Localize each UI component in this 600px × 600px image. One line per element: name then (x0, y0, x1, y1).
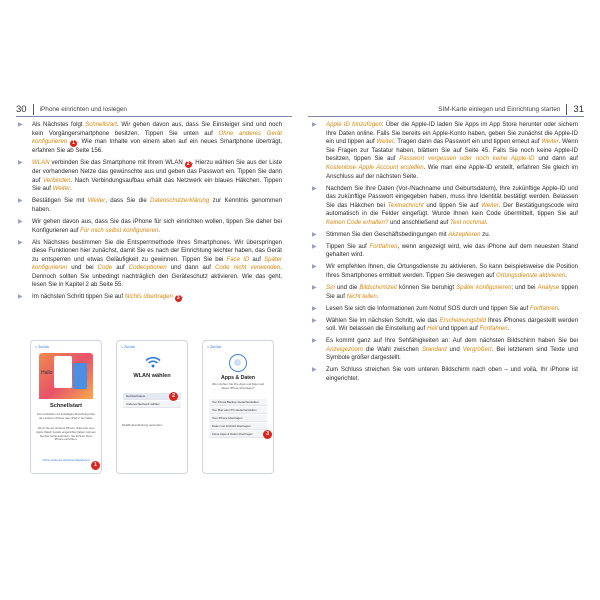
list-item (18, 121, 282, 156)
list-item (18, 293, 282, 302)
ui-term-highlight: Weiter (481, 201, 499, 209)
ui-term-highlight: Ortungsdienste aktivieren (496, 272, 566, 280)
ui-term-highlight: Später konfigurieren (32, 255, 283, 272)
ui-term-highlight: Nichts übertragen (124, 293, 173, 301)
ui-term-highlight: Keinen Code erhalten? (326, 218, 389, 226)
triangle-bullet-icon: ▶ (18, 239, 23, 246)
triangle-bullet-icon: ▶ (312, 285, 317, 292)
ui-term-highlight: Datenschutzerklärung (150, 197, 210, 205)
ui-term-highlight: Code nicht verwenden (215, 264, 281, 272)
screenshot-apps-data (202, 340, 274, 474)
list-item (18, 218, 282, 235)
list-item (312, 284, 578, 301)
ui-term-highlight: Kostenlose Apple Account erstellen (326, 163, 424, 171)
ui-term-highlight: Erscheinungsbild (439, 316, 486, 324)
list-item (312, 263, 578, 280)
ui-term-highlight: Bildschirmzeit (359, 284, 397, 292)
list-item (312, 185, 578, 228)
header-separator (33, 104, 34, 115)
ui-term-highlight: Anzeigezoom (326, 345, 363, 353)
callout-badge-2: 2 (169, 392, 178, 401)
ui-term-highlight: Codeoptionen (128, 264, 167, 272)
transfer-android-row[interactable]: Daten von Android übertragen (209, 423, 267, 430)
list-item-text: Zum Schluss streichen Sie vom unteren Bildschirm nach oben – und voilà, Ihr iPhone ist eingerichtet. (326, 366, 578, 382)
list-item-text: WLAN verbinden Sie das Smartphone mit Ihrem WLAN 2 . Hierzu wählen Sie aus der Liste der vorhandenen Netze das gewünschte aus und geben das Passwort ein. Tippen Sie dann auf Verbinden. Nach Verbindungsaufbau erhält das Netzwerk ein blaues Häkchen. Tippen Sie auf Weiter. (32, 159, 282, 193)
right-page-header (308, 101, 584, 117)
list-item-text: Im nächsten Schritt tippen Sie auf Nichts übertragen 3 . (32, 293, 184, 302)
transfer-nothing-row[interactable]: Keine Apps & Daten übertragen (209, 431, 267, 438)
list-item-text: Lesen Sie sich die Informationen zum Notruf SOS durch und tippen Sie auf Fortfahren. (326, 304, 560, 312)
ui-term-highlight: Hell (426, 325, 438, 333)
list-item (312, 305, 578, 314)
ui-term-highlight: Code (97, 264, 113, 272)
triangle-bullet-icon: ▶ (312, 243, 317, 250)
ui-term-highlight: Schnellstart (85, 121, 117, 128)
triangle-bullet-icon: ▶ (18, 294, 23, 301)
triangle-bullet-icon: ▶ (312, 122, 317, 128)
left-body-list (18, 121, 282, 306)
callout-number-badge: 3 (175, 295, 182, 302)
ui-term-highlight: Fortfahren (529, 304, 559, 312)
ui-term-highlight: Passwort vergessen oder noch keine Apple-ID (399, 155, 535, 163)
back-link[interactable]: < Zurück (207, 345, 222, 349)
header-separator (566, 104, 567, 115)
apps-data-title: Apps & Daten (220, 375, 255, 381)
right-page (300, 0, 600, 600)
ui-term-highlight: Textnachricht (387, 201, 424, 209)
callout-badge-1: 1 (91, 461, 100, 470)
ui-term-highlight: Fortfahren (369, 242, 398, 250)
list-item (312, 243, 578, 260)
ui-term-highlight: Für mich selbst konfigurieren (80, 226, 159, 234)
right-page-number: 31 (573, 103, 584, 115)
list-item (312, 231, 578, 240)
list-item-text: Als Nächstes folgt Schnellstart. Wir gehen davon aus, dass Sie Einsteiger sind und noch kein Vorgängersmartphone besitzen. Tippen Sie unten auf Ohne anderes Gerät konfigurieren 1 . Wie man Inhalte von einem alten auf ein neues Smartphone überträgt, erfahren Sie ab Seite 156. (32, 121, 282, 155)
ui-term-highlight: Fortfahren (479, 325, 508, 333)
list-item-text: Nachdem Sie Ihre Daten (Vor-/Nachname und Geburtsdatum), Ihre zukünftige Apple-ID und das zukünftige Passwort eingegeben haben, muss Ihre Identität bestätigt werden. Belassen Sie das Häkchen bei Textnachricht und tippen Sie auf Weiter. Der Bestätigungscode wird automatisch in die Felder eingefügt. Wurde Ihnen kein Code übermittelt, tippen Sie auf Keinen Code erhalten? und anschließend auf Text nochmal. (326, 184, 578, 226)
ui-term-highlight: Vergrößert (462, 345, 492, 353)
apps-data-icon (229, 354, 247, 372)
ui-term-highlight: Siri (326, 284, 335, 292)
list-item-text: Wir empfehlen Ihnen, die Ortungsdienste zu aktivieren. So kann beispielsweise die Position Ihres Smartphones ermittelt werden. Tippen Sie deswegen auf Ortungsdienste aktivieren. (326, 263, 578, 280)
wlan-title: WLAN wählen (133, 373, 171, 379)
ui-term-highlight: Weiter (541, 138, 559, 146)
list-item (312, 337, 578, 363)
callout-badge-3: 3 (263, 430, 272, 439)
back-link[interactable]: < Zurück (121, 345, 136, 349)
apps-data-desc: Wie möchten Sie Ihre Apps und Daten auf dieses iPhone übertragen? (211, 382, 265, 390)
ui-term-highlight: Verbinden (42, 176, 71, 184)
quick-start-desc: Zum Aufstellen mit bestätigter Einrichtung über den anderen iPhone oder iPad in der Nähe. (37, 412, 95, 420)
list-item-text: Bestätigen Sie mit Weiter, dass Sie die Datenschutzerklärung zur Kenntnis genommen haben. (32, 197, 282, 213)
triangle-bullet-icon: ▶ (312, 264, 317, 271)
restore-icloud-row[interactable]: Von iCloud-Backup wiederherstellen (209, 399, 267, 406)
ui-term-highlight: Standard (421, 345, 447, 353)
transfer-iphone-row[interactable]: Vom iPhone übertragen (209, 415, 267, 422)
use-mobile-data-option[interactable]: Mobilfunkverbindung verwenden (122, 423, 163, 427)
wifi-icon (145, 356, 161, 368)
ui-term-highlight: Apple ID hinzufügen (326, 121, 382, 128)
wlan-network-row[interactable]: Netzwerkname (123, 393, 181, 400)
triangle-bullet-icon: ▶ (18, 198, 23, 205)
list-item-text: Tippen Sie auf Fortfahren, wenn angezeigt wird, wie das iPhone auf dem neuesten Stand gehalten wird. (326, 242, 578, 259)
ui-term-highlight: Später konfigurieren (456, 284, 512, 292)
right-header-rule (308, 116, 584, 117)
list-item-text: Siri und die Bildschirmzeit können Sie beruhigt Später konfigurieren; und bei Analyse tippen Sie auf Nicht teilen. (326, 284, 578, 300)
phone-graphic (54, 356, 72, 388)
left-page-number: 30 (16, 103, 27, 115)
triangle-bullet-icon: ▶ (18, 218, 23, 225)
ui-term-highlight: Face ID (226, 255, 250, 263)
left-header-rule (16, 116, 292, 117)
list-item (312, 121, 578, 181)
screenshot-strip (30, 340, 282, 476)
triangle-bullet-icon: ▶ (18, 122, 23, 128)
ui-term-highlight: Akzeptieren (448, 230, 481, 238)
ui-term-highlight: Weiter (52, 185, 71, 193)
triangle-bullet-icon: ▶ (312, 305, 317, 312)
right-header-title: SIM-Karte einlegen und Einrichtung starten (438, 105, 561, 113)
ui-term-highlight: Ohne anderes Gerät konfigurieren (32, 129, 282, 146)
right-body-list (312, 121, 578, 387)
list-item (18, 159, 282, 194)
callout-number-badge: 1 (70, 140, 77, 147)
triangle-bullet-icon: ▶ (18, 160, 23, 167)
back-link[interactable]: < Zurück (35, 345, 50, 349)
ui-term-highlight: Weiter (87, 197, 106, 205)
left-page-header (16, 101, 292, 117)
left-header-title: iPhone einrichten und loslegen (39, 105, 127, 113)
ui-term-highlight: Analyse (537, 284, 560, 292)
screenshot-quick-start (30, 340, 102, 474)
list-item (312, 366, 578, 383)
wlan-other-network-row[interactable]: Anderes Netzwerk wählen (123, 401, 181, 408)
triangle-bullet-icon: ▶ (312, 317, 317, 324)
list-item-text: Wählen Sie im nächsten Schritt, wie das Erscheinungsbild Ihres iPhones dargestellt werden soll. Wir belassen die Einstellung auf Hell und tippen auf Fortfahren. (326, 316, 578, 333)
list-item-text: Stimmen Sie den Geschäftsbedingungen mit Akzeptieren zu. (326, 230, 491, 238)
ui-term-highlight: Nicht teilen (346, 292, 377, 300)
quick-start-desc-2: Wenn Sie ein anderes iPhone, iPad oder eine Apple Watch bereits eingerichtet haben, können Sie das Gerät anfordern. Sie können Ihren iPhone einrichten. (36, 426, 96, 442)
list-item (312, 317, 578, 334)
configure-without-device-link[interactable]: Ohne anderes Gerät konfigurieren (42, 458, 90, 462)
phone-graphic-secondary (73, 363, 87, 389)
list-item (18, 239, 282, 291)
restore-mac-pc-row[interactable]: Von Mac oder PC wiederherstellen (209, 407, 267, 414)
triangle-bullet-icon: ▶ (312, 231, 317, 238)
quick-start-title: Schnellstart (49, 403, 83, 409)
triangle-bullet-icon: ▶ (312, 367, 317, 374)
list-item-text: Als Nächstes bestimmen Sie die Entsperrmethode Ihres Smartphones. Wir überspringen diese Funktionen hier zunächst, damit Sie es nach der Einrichtung leichter haben, das Gerät zu entsperren und etwas Geläufigkeit zu gewinnen. Tippen Sie bei Face ID auf Später konfigurieren und bei Code auf Codeoptionen und dann auf Code nicht verwenden. Dennoch sollten Sie unbedingt nachträglich den Geräteschutz aktivieren. Wie das geht, lesen Sie in Kapitel 2 ab Seite 55. (32, 238, 283, 289)
screenshot-wlan (116, 340, 188, 474)
ui-term-highlight: Text nochmal (450, 218, 487, 226)
list-item-text: Wir gehen davon aus, dass Sie das iPhone für sich einrichten wollen, tippen Sie daher bei Konfigurieren auf Für mich selbst konfigurieren. (32, 217, 282, 234)
ui-term-highlight: WLAN (32, 159, 50, 167)
hallo-greeting: Hallo (41, 370, 53, 376)
list-item-text: Es kommt ganz auf Ihre Sehfähigkeiten an: Auf dem nächsten Bildschirm haben Sie bei Anzeigezoom die Wahl zwischen Standard und Vergrößert. Bei letzterem sind Texte und Symbole größer dargestellt. (326, 337, 579, 362)
triangle-bullet-icon: ▶ (312, 338, 317, 345)
triangle-bullet-icon: ▶ (312, 185, 317, 192)
callout-number-badge: 2 (185, 161, 192, 168)
list-item-text: Apple ID hinzufügen: Über die Apple-ID laden Sie Apps im App Store herunter oder sichern Ihre Daten online. Falls Sie bereits ein Apple-Konto haben, geben Sie zunächst die Apple-ID ein und tippen auf Weiter. Tragen dann das Passwort ein und tippen erneut auf Weiter. Wenn Sie Fragen zur Tastatur haben, blättern Sie auf Seite 45. Falls Sie noch keine Apple-ID besitzen, tippen Sie auf Passwort vergessen oder noch keine Apple-ID und dann auf Kostenlose Apple Account erstellen. Wie man eine Apple-ID erstellt, erfahren Sie gleich im Anschluss auf der nächsten Seite. (326, 121, 579, 180)
ui-term-highlight: Weiter (376, 138, 394, 146)
list-item (18, 197, 282, 214)
